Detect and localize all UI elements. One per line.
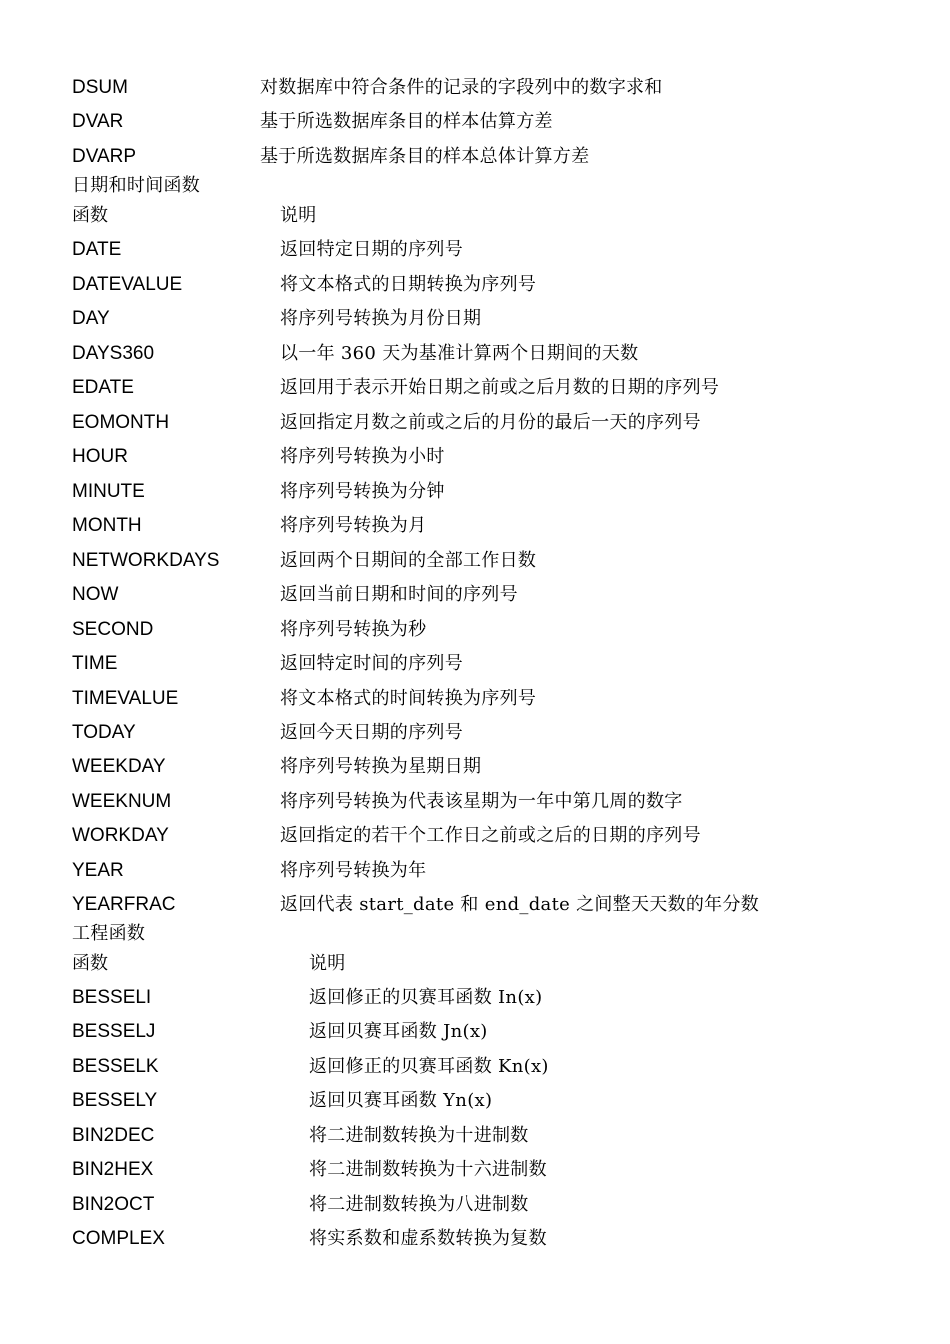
table-row [0, 580, 950, 610]
function-name: DVARP [72, 146, 137, 167]
table-row [0, 1190, 950, 1220]
table-row [0, 73, 950, 103]
function-description: 返回两个日期间的全部工作日数 [280, 550, 537, 571]
function-description: 将实系数和虚系数转换为复数 [309, 1228, 547, 1249]
table-row [0, 1086, 950, 1116]
function-name: YEAR [72, 860, 124, 881]
function-description: 将二进制数转换为十六进制数 [309, 1159, 547, 1180]
function-name: BESSELK [72, 1056, 159, 1077]
table-row [0, 684, 950, 714]
function-description: 返回特定时间的序列号 [280, 653, 463, 674]
column-header-description: 说明 [309, 953, 346, 974]
table-row [0, 235, 950, 265]
function-description: 将序列号转换为年 [280, 860, 427, 881]
table-row [0, 1052, 950, 1082]
column-header-function: 函数 [72, 953, 108, 974]
table-row [0, 339, 950, 369]
function-description: 将序列号转换为代表该星期为一年中第几周的数字 [280, 791, 683, 812]
function-description: 将二进制数转换为十进制数 [309, 1125, 529, 1146]
table-row [0, 1017, 950, 1047]
table-row [0, 821, 950, 851]
function-description: 返回代表 start_date 和 end_date 之间整天天数的年分数 [280, 894, 760, 915]
section-heading-engineering [0, 919, 950, 949]
table-row [0, 304, 950, 334]
function-description: 返回贝赛耳函数 Yn(x) [309, 1090, 493, 1111]
function-name: YEARFRAC [72, 894, 176, 915]
function-description: 返回修正的贝赛耳函数 In(x) [309, 987, 543, 1008]
function-name: BESSELI [72, 987, 152, 1008]
function-name: NOW [72, 584, 119, 605]
function-name: MINUTE [72, 481, 145, 502]
table-row [0, 787, 950, 817]
function-description: 返回指定的若干个工作日之前或之后的日期的序列号 [280, 825, 701, 846]
function-name: HOUR [72, 446, 128, 467]
function-name: WORKDAY [72, 825, 169, 846]
table-row [0, 649, 950, 679]
table-row [0, 890, 950, 920]
table-row [0, 615, 950, 645]
function-description: 基于所选数据库条目的样本估算方差 [260, 111, 553, 132]
function-name: DAYS360 [72, 343, 155, 364]
function-description: 将文本格式的日期转换为序列号 [280, 274, 537, 295]
table-row [0, 983, 950, 1013]
table-row [0, 1121, 950, 1151]
function-name: DATE [72, 239, 122, 260]
function-description: 将序列号转换为月份日期 [280, 308, 482, 329]
function-description: 返回今天日期的序列号 [280, 722, 463, 743]
function-description: 返回特定日期的序列号 [280, 239, 463, 260]
table-row [0, 1224, 950, 1254]
function-name: MONTH [72, 515, 142, 536]
function-name: NETWORKDAYS [72, 550, 220, 571]
function-description: 返回指定月数之前或之后的月份的最后一天的序列号 [280, 412, 701, 433]
table-row [0, 373, 950, 403]
function-description: 返回修正的贝赛耳函数 Kn(x) [309, 1056, 549, 1077]
column-header-description: 说明 [280, 205, 317, 226]
table-row [0, 856, 950, 886]
function-description: 将序列号转换为秒 [280, 619, 427, 640]
section-title: 工程函数 [72, 923, 146, 944]
function-name: WEEKDAY [72, 756, 166, 777]
function-description: 返回贝赛耳函数 Jn(x) [309, 1021, 488, 1042]
function-name: BIN2DEC [72, 1125, 155, 1146]
function-description: 以一年 360 天为基准计算两个日期间的天数 [280, 343, 639, 364]
section-title: 日期和时间函数 [72, 175, 201, 196]
function-name: DVAR [72, 111, 124, 132]
function-description: 将序列号转换为小时 [280, 446, 445, 467]
table-header [0, 201, 950, 231]
table-row [0, 477, 950, 507]
table-row [0, 718, 950, 748]
function-name: WEEKNUM [72, 791, 172, 812]
function-name: BIN2OCT [72, 1194, 155, 1215]
function-description: 将文本格式的时间转换为序列号 [280, 688, 537, 709]
table-row [0, 408, 950, 438]
table-row [0, 270, 950, 300]
function-name: DSUM [72, 77, 128, 98]
table-row [0, 752, 950, 782]
section-heading-datetime [0, 171, 950, 201]
function-name: TIME [72, 653, 118, 674]
table-row [0, 142, 950, 172]
function-description: 基于所选数据库条目的样本总体计算方差 [260, 146, 590, 167]
function-name: EOMONTH [72, 412, 170, 433]
table-row [0, 1155, 950, 1185]
table-row [0, 546, 950, 576]
function-description: 将序列号转换为分钟 [280, 481, 445, 502]
function-description: 返回当前日期和时间的序列号 [280, 584, 518, 605]
function-description: 返回用于表示开始日期之前或之后月数的日期的序列号 [280, 377, 720, 398]
function-description: 将序列号转换为星期日期 [280, 756, 482, 777]
function-name: DATEVALUE [72, 274, 183, 295]
function-name: BESSELY [72, 1090, 158, 1111]
function-description: 对数据库中符合条件的记录的字段列中的数字求和 [260, 77, 663, 98]
function-name: EDATE [72, 377, 134, 398]
function-description: 将序列号转换为月 [280, 515, 427, 536]
function-name: BESSELJ [72, 1021, 156, 1042]
column-header-function: 函数 [72, 205, 108, 226]
table-row [0, 107, 950, 137]
function-name: SECOND [72, 619, 154, 640]
function-description: 将二进制数转换为八进制数 [309, 1194, 529, 1215]
function-name: DAY [72, 308, 110, 329]
table-row [0, 442, 950, 472]
table-row [0, 511, 950, 541]
function-name: TIMEVALUE [72, 688, 179, 709]
function-name: COMPLEX [72, 1228, 165, 1249]
function-name: BIN2HEX [72, 1159, 154, 1180]
function-name: TODAY [72, 722, 136, 743]
table-header [0, 949, 950, 979]
